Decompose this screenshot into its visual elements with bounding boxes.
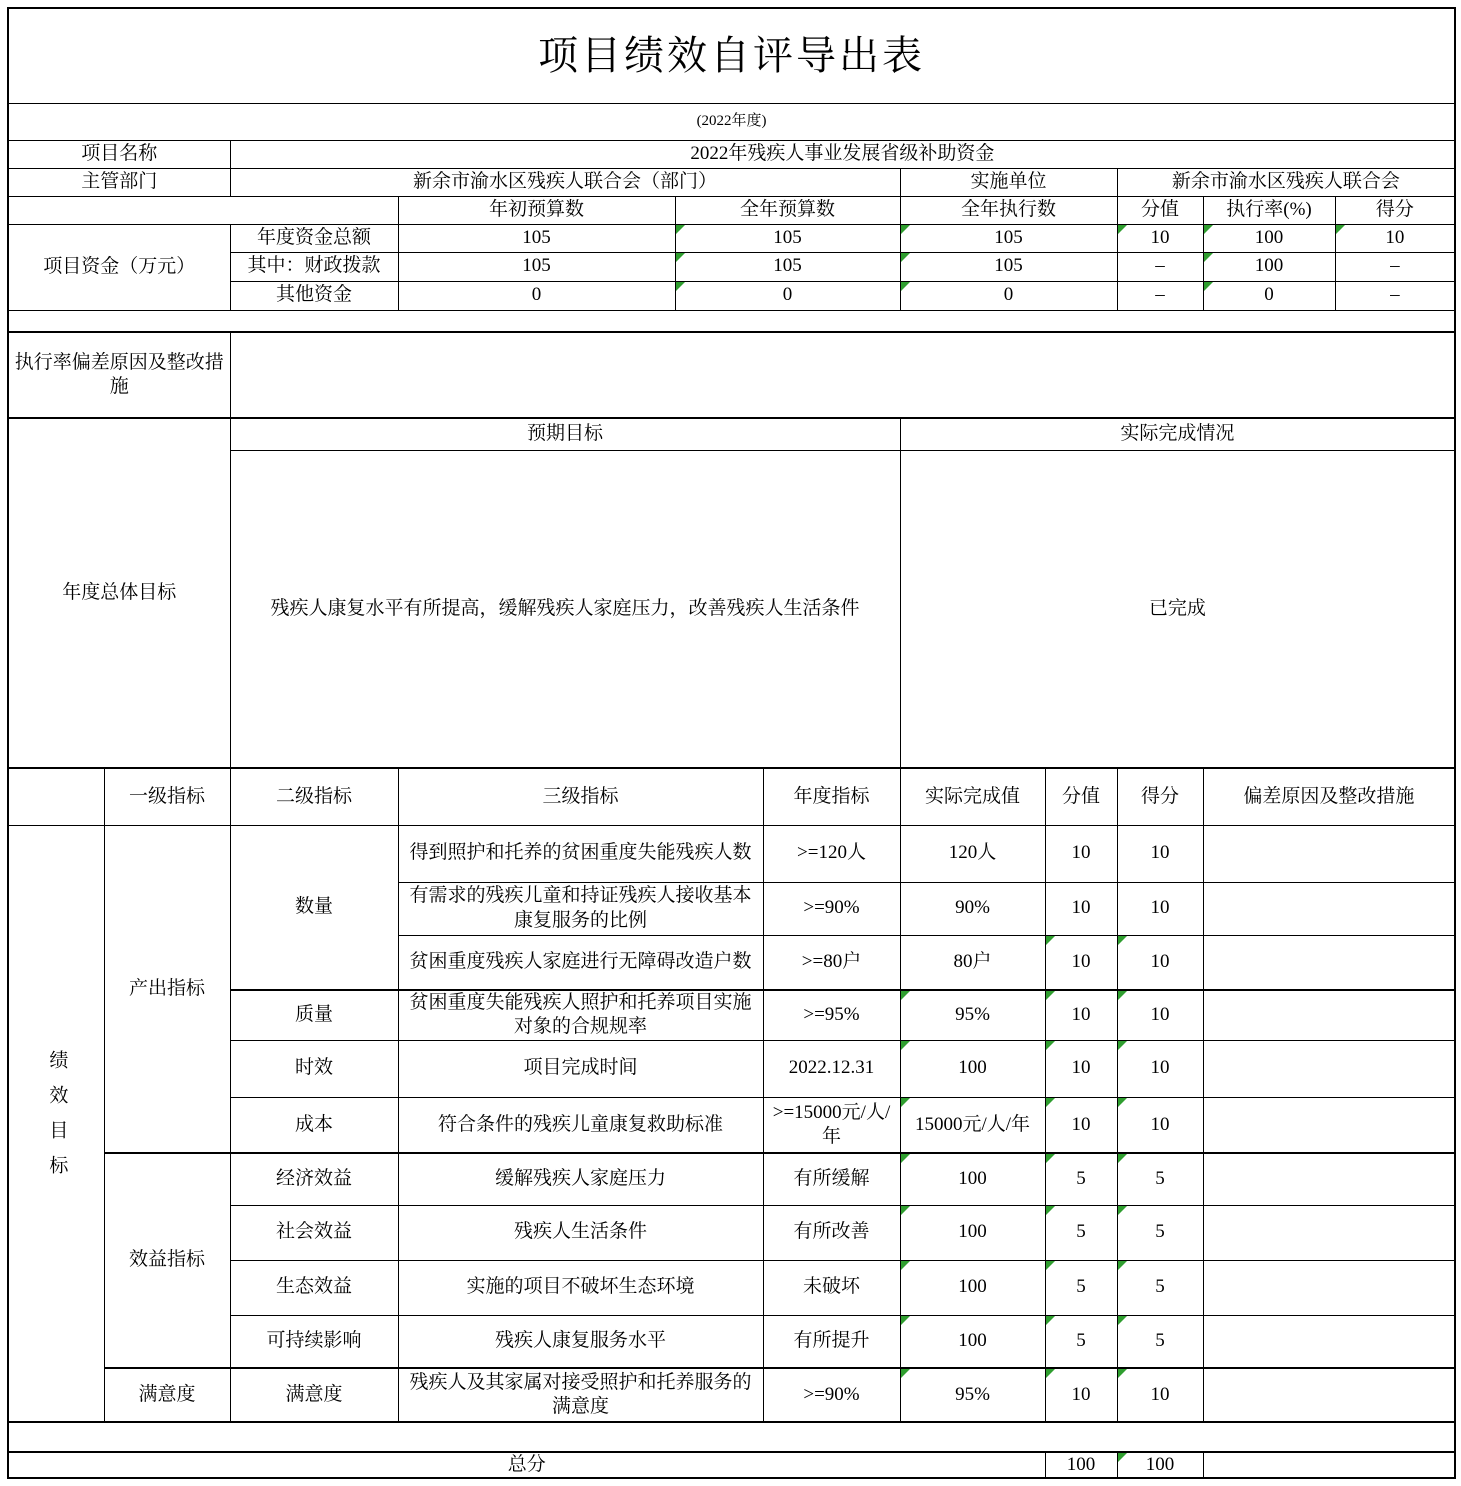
level2-cell: 社会效益 bbox=[230, 1205, 398, 1260]
annual-target-cell: 有所缓解 bbox=[763, 1153, 900, 1205]
level3-cell: 有需求的残疾儿童和持证残疾人接收基本康复服务的比例 bbox=[398, 882, 763, 935]
level2-cell: 满意度 bbox=[230, 1368, 398, 1422]
indicator-header-actual-value: 实际完成值 bbox=[900, 768, 1045, 825]
score-value-cell: 5 bbox=[1045, 1260, 1117, 1315]
indicator-header-annual-target: 年度指标 bbox=[763, 768, 900, 825]
project-name-value: 2022年残疾人事业发展省级补助资金 bbox=[230, 140, 1455, 168]
score-value-cell: 10 bbox=[1045, 990, 1117, 1040]
indicator-header-score-value: 分值 bbox=[1045, 768, 1117, 825]
deviation-cell bbox=[1203, 882, 1455, 935]
level3-cell: 得到照护和托养的贫困重度失能残疾人数 bbox=[398, 825, 763, 882]
implementer-label: 实施单位 bbox=[900, 168, 1117, 196]
funding-cell: 0 bbox=[1203, 281, 1335, 310]
department-label: 主管部门 bbox=[8, 168, 230, 196]
level3-cell: 残疾人及其家属对接受照护和托养服务的满意度 bbox=[398, 1368, 763, 1422]
funding-cell: 100 bbox=[1203, 252, 1335, 281]
table-row bbox=[8, 8, 1455, 103]
deviation-cell bbox=[1203, 1153, 1455, 1205]
deviation-cell bbox=[1203, 1368, 1455, 1422]
funding-header-blank bbox=[8, 196, 398, 224]
deviation-cell bbox=[1203, 825, 1455, 882]
actual-value-cell: 15000元/人/年 bbox=[900, 1097, 1045, 1153]
total-score-label: 总分 bbox=[8, 1452, 1045, 1478]
level2-cell: 质量 bbox=[230, 990, 398, 1040]
level3-cell: 缓解残疾人家庭压力 bbox=[398, 1153, 763, 1205]
actual-value-cell: 95% bbox=[900, 1368, 1045, 1422]
funding-row-label: 年度资金总额 bbox=[230, 224, 398, 252]
score-value-cell: 10 bbox=[1045, 1040, 1117, 1097]
level1-output-indicator: 产出指标 bbox=[104, 825, 230, 1153]
actual-value-cell: 100 bbox=[900, 1315, 1045, 1368]
indicator-header-level1: 一级指标 bbox=[104, 768, 230, 825]
level3-cell: 贫困重度失能残疾人照护和托养项目实施对象的合规规率 bbox=[398, 990, 763, 1040]
table-row bbox=[8, 332, 1455, 418]
funding-cell: 0 bbox=[675, 281, 900, 310]
table-row bbox=[8, 1368, 1455, 1422]
level2-cell: 可持续影响 bbox=[230, 1315, 398, 1368]
annual-target-cell: 有所提升 bbox=[763, 1315, 900, 1368]
expected-goal-header: 预期目标 bbox=[230, 418, 900, 450]
funding-cell: 105 bbox=[398, 224, 675, 252]
indicator-header-score-got: 得分 bbox=[1117, 768, 1203, 825]
level3-cell: 残疾人生活条件 bbox=[398, 1205, 763, 1260]
score-got-cell: 10 bbox=[1117, 990, 1203, 1040]
score-value-cell: 5 bbox=[1045, 1205, 1117, 1260]
actual-value-cell: 100 bbox=[900, 1040, 1045, 1097]
funding-cell: 10 bbox=[1117, 224, 1203, 252]
funding-cell: 105 bbox=[675, 224, 900, 252]
level1-benefit-indicator: 效益指标 bbox=[104, 1153, 230, 1368]
year-subtitle: (2022年度) bbox=[8, 103, 1455, 140]
total-deviation-cell bbox=[1203, 1452, 1455, 1478]
actual-completion-content: 已完成 bbox=[900, 450, 1455, 768]
funding-header-initial-budget: 年初预算数 bbox=[398, 196, 675, 224]
deviation-cell bbox=[1203, 1040, 1455, 1097]
table-row bbox=[8, 1422, 1455, 1452]
funding-cell: 0 bbox=[398, 281, 675, 310]
score-got-cell: 5 bbox=[1117, 1205, 1203, 1260]
expected-goal-content: 残疾人康复水平有所提高，缓解残疾人家庭压力，改善残疾人生活条件 bbox=[230, 450, 900, 768]
annual-target-cell: >=120人 bbox=[763, 825, 900, 882]
actual-value-cell: 95% bbox=[900, 990, 1045, 1040]
funding-cell: – bbox=[1117, 252, 1203, 281]
actual-value-cell: 120人 bbox=[900, 825, 1045, 882]
evaluation-table bbox=[7, 7, 1456, 1479]
level2-cell: 经济效益 bbox=[230, 1153, 398, 1205]
funding-header-annual-execution: 全年执行数 bbox=[900, 196, 1117, 224]
score-value-cell: 10 bbox=[1045, 825, 1117, 882]
funding-header-execution-rate: 执行率(%) bbox=[1203, 196, 1335, 224]
score-got-cell: 10 bbox=[1117, 1368, 1203, 1422]
actual-value-cell: 90% bbox=[900, 882, 1045, 935]
level3-cell: 项目完成时间 bbox=[398, 1040, 763, 1097]
level2-cell: 成本 bbox=[230, 1097, 398, 1153]
total-score-value: 100 bbox=[1045, 1452, 1117, 1478]
table-row bbox=[8, 418, 1455, 450]
actual-value-cell: 100 bbox=[900, 1205, 1045, 1260]
indicator-header-blank bbox=[8, 768, 104, 825]
level3-cell: 贫困重度残疾人家庭进行无障碍改造户数 bbox=[398, 935, 763, 990]
table-row bbox=[8, 224, 1455, 252]
funding-cell: 10 bbox=[1335, 224, 1455, 252]
score-got-cell: 10 bbox=[1117, 882, 1203, 935]
funding-row-label: 其他资金 bbox=[230, 281, 398, 310]
deviation-cell bbox=[1203, 1315, 1455, 1368]
score-value-cell: 5 bbox=[1045, 1315, 1117, 1368]
annual-target-cell: >=80户 bbox=[763, 935, 900, 990]
annual-target-cell: >=90% bbox=[763, 1368, 900, 1422]
table-row bbox=[8, 768, 1455, 825]
deviation-section-content bbox=[230, 332, 1455, 418]
funding-cell: – bbox=[1335, 281, 1455, 310]
score-value-cell: 10 bbox=[1045, 1368, 1117, 1422]
indicator-header-deviation: 偏差原因及整改措施 bbox=[1203, 768, 1455, 825]
performance-goal-vertical-text: 绩效目标 bbox=[46, 1049, 68, 1190]
page-title: 项目绩效自评导出表 bbox=[8, 8, 1455, 103]
score-got-cell: 10 bbox=[1117, 1040, 1203, 1097]
annual-target-cell: 未破坏 bbox=[763, 1260, 900, 1315]
table-row bbox=[8, 168, 1455, 196]
score-got-cell: 10 bbox=[1117, 935, 1203, 990]
indicator-header-level2: 二级指标 bbox=[230, 768, 398, 825]
funding-header-score-value: 分值 bbox=[1117, 196, 1203, 224]
funding-cell: 0 bbox=[900, 281, 1117, 310]
score-got-cell: 10 bbox=[1117, 1097, 1203, 1153]
funding-cell: 105 bbox=[900, 252, 1117, 281]
level3-cell: 残疾人康复服务水平 bbox=[398, 1315, 763, 1368]
funding-cell: 105 bbox=[675, 252, 900, 281]
table-row bbox=[8, 140, 1455, 168]
deviation-cell bbox=[1203, 1260, 1455, 1315]
funding-row-label: 其中：财政拨款 bbox=[230, 252, 398, 281]
score-got-cell: 5 bbox=[1117, 1153, 1203, 1205]
annual-target-cell: >=90% bbox=[763, 882, 900, 935]
actual-value-cell: 100 bbox=[900, 1153, 1045, 1205]
performance-self-evaluation-sheet bbox=[7, 7, 1454, 1479]
level2-cell: 时效 bbox=[230, 1040, 398, 1097]
deviation-cell bbox=[1203, 1097, 1455, 1153]
spacer-row bbox=[8, 1422, 1455, 1452]
level2-cell: 数量 bbox=[230, 825, 398, 990]
spacer-row bbox=[8, 310, 1455, 332]
deviation-cell bbox=[1203, 935, 1455, 990]
annual-target-cell: 2022.12.31 bbox=[763, 1040, 900, 1097]
actual-value-cell: 100 bbox=[900, 1260, 1045, 1315]
funding-cell: – bbox=[1117, 281, 1203, 310]
score-got-cell: 10 bbox=[1117, 825, 1203, 882]
annual-goal-label: 年度总体目标 bbox=[8, 418, 230, 768]
score-value-cell: 10 bbox=[1045, 935, 1117, 990]
funding-cell: 105 bbox=[900, 224, 1117, 252]
total-score-got: 100 bbox=[1117, 1452, 1203, 1478]
deviation-cell bbox=[1203, 990, 1455, 1040]
funding-section-label: 项目资金（万元） bbox=[8, 224, 230, 310]
annual-target-cell: >=95% bbox=[763, 990, 900, 1040]
annual-target-cell: >=15000元/人/年 bbox=[763, 1097, 900, 1153]
performance-goal-side-label bbox=[8, 825, 104, 1422]
level3-cell: 实施的项目不破坏生态环境 bbox=[398, 1260, 763, 1315]
funding-cell: 105 bbox=[398, 252, 675, 281]
funding-cell: – bbox=[1335, 252, 1455, 281]
level2-cell: 生态效益 bbox=[230, 1260, 398, 1315]
table-row bbox=[8, 103, 1455, 140]
department-value: 新余市渝水区残疾人联合会（部门） bbox=[230, 168, 900, 196]
table-row bbox=[8, 1452, 1455, 1478]
indicator-header-level3: 三级指标 bbox=[398, 768, 763, 825]
project-name-label: 项目名称 bbox=[8, 140, 230, 168]
funding-cell: 100 bbox=[1203, 224, 1335, 252]
table-row bbox=[8, 825, 1455, 882]
score-got-cell: 5 bbox=[1117, 1260, 1203, 1315]
table-row bbox=[8, 1153, 1455, 1205]
table-row bbox=[8, 196, 1455, 224]
score-value-cell: 10 bbox=[1045, 1097, 1117, 1153]
funding-header-annual-budget: 全年预算数 bbox=[675, 196, 900, 224]
annual-target-cell: 有所改善 bbox=[763, 1205, 900, 1260]
score-value-cell: 10 bbox=[1045, 882, 1117, 935]
level3-cell: 符合条件的残疾儿童康复救助标准 bbox=[398, 1097, 763, 1153]
deviation-cell bbox=[1203, 1205, 1455, 1260]
actual-value-cell: 80户 bbox=[900, 935, 1045, 990]
score-got-cell: 5 bbox=[1117, 1315, 1203, 1368]
score-value-cell: 5 bbox=[1045, 1153, 1117, 1205]
actual-completion-header: 实际完成情况 bbox=[900, 418, 1455, 450]
deviation-section-label: 执行率偏差原因及整改措施 bbox=[8, 332, 230, 418]
funding-header-score-got: 得分 bbox=[1335, 196, 1455, 224]
implementer-value: 新余市渝水区残疾人联合会 bbox=[1117, 168, 1455, 196]
table-row bbox=[8, 310, 1455, 332]
level1-satisfaction-indicator: 满意度 bbox=[104, 1368, 230, 1422]
